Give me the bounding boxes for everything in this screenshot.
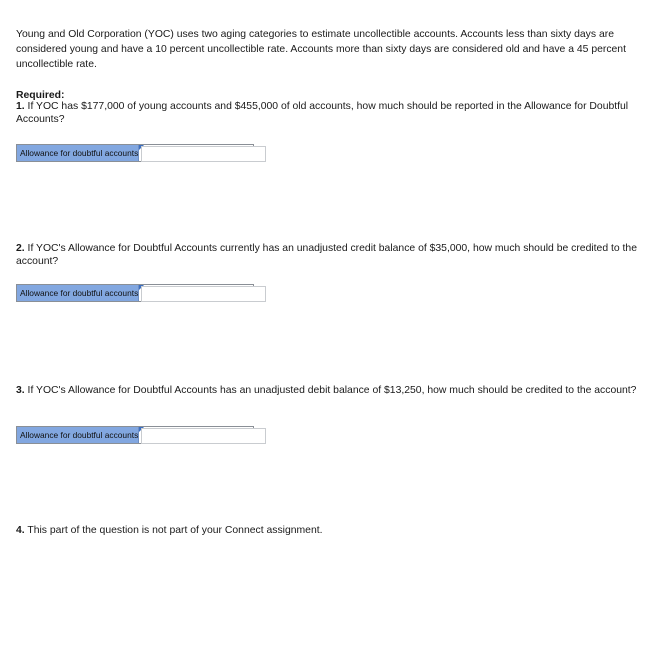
question-1-text: If YOC has $177,000 of young accounts and $455,000 of old accounts, how much should be reported in the Allowance for Doubtful Accounts? xyxy=(16,101,629,125)
question-1 xyxy=(16,100,646,126)
question-4 xyxy=(16,524,646,537)
question-2 xyxy=(16,242,646,268)
question-3-text: If YOC's Allowance for Doubtful Accounts has an unadjusted debit balance of $13,250, how much should be credited to the account? xyxy=(24,385,637,396)
question-2-text: If YOC's Allowance for Doubtful Accounts currently has an unadjusted credit balance of $35,000, how much should be credited to the account? xyxy=(16,243,637,267)
required-heading: Required: xyxy=(16,90,65,101)
answer-3-input[interactable] xyxy=(141,428,266,444)
question-3-number: 3. xyxy=(16,385,25,396)
answer-row-3 xyxy=(16,426,254,444)
answer-2-input[interactable] xyxy=(141,286,266,302)
answer-1-input[interactable] xyxy=(141,146,266,162)
question-4-text: This part of the question is not part of your Connect assignment. xyxy=(24,525,323,536)
question-4-number: 4. xyxy=(16,525,25,536)
answer-1-input-wrap xyxy=(139,145,267,161)
question-1-number: 1. xyxy=(16,101,25,112)
answer-3-label: Allowance for doubtful accounts xyxy=(17,427,139,443)
answer-row-2 xyxy=(16,284,254,302)
answer-3-input-wrap xyxy=(139,427,267,443)
answer-row-1 xyxy=(16,144,254,162)
question-2-number: 2. xyxy=(16,243,25,254)
answer-2-label: Allowance for doubtful accounts xyxy=(17,285,139,301)
answer-2-input-wrap xyxy=(139,285,267,301)
problem-intro: Young and Old Corporation (YOC) uses two aging categories to estimate uncollectible accounts. Accounts less than sixty days are considered young and have a 10 percent uncollectible rate. Accounts more than sixty days are considered old and have a 45 percent uncollectible rate. xyxy=(16,29,626,70)
answer-1-label: Allowance for doubtful accounts xyxy=(17,145,139,161)
question-3 xyxy=(16,384,646,397)
